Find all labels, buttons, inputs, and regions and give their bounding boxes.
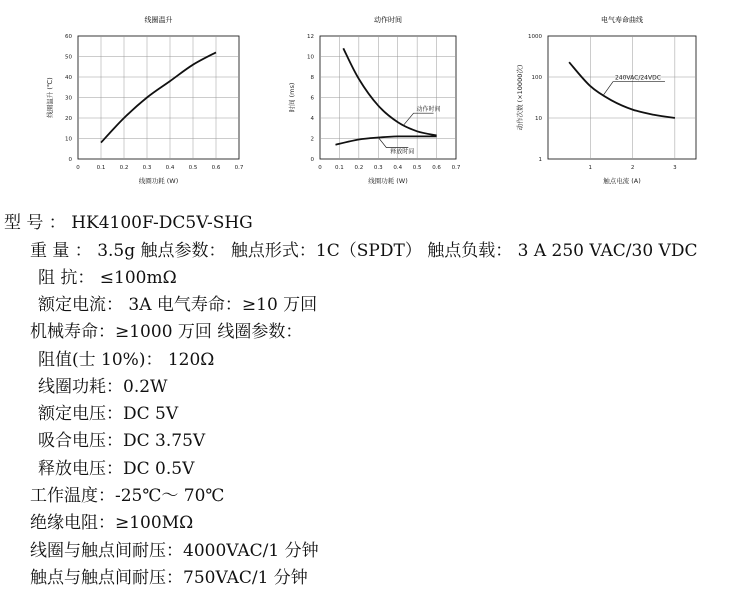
chart3-series-1-leader <box>603 82 665 96</box>
chart2-xtick-6: 0.6 <box>432 165 441 171</box>
chart1-ytick-1: 10 <box>65 136 72 143</box>
chart1-ytick-2: 20 <box>65 116 72 122</box>
spec-rated-current: 额定电流： 3A 电气寿命：≥10 万回 <box>38 295 318 315</box>
chart2-series-1-line <box>343 48 436 135</box>
chart2-xlabel: 线圈功耗 (W) <box>368 177 408 185</box>
chart1-ytick-4: 40 <box>65 75 72 81</box>
chart2-series-1-label: 动作时间 <box>416 106 441 114</box>
chart1-title: 线圈温升 <box>144 16 173 24</box>
chart1-xtick-6: 0.6 <box>211 165 221 171</box>
chart2-ytick-0: 0 <box>310 157 314 163</box>
chart2-xtick-2: 0.2 <box>354 165 364 171</box>
chart1-xtick-7: 0.7 <box>234 165 244 171</box>
chart2-xtick-3: 0.3 <box>373 165 383 171</box>
chart1-ytick-5: 50 <box>65 54 72 61</box>
chart3-frame <box>548 36 696 159</box>
chart1-ylabel: 线圈温升 (℃) <box>46 77 54 118</box>
chart2-xtick-4: 0.4 <box>393 165 403 171</box>
chart1-xtick-1: 0.1 <box>96 165 106 171</box>
chart3-ytick-2: 100 <box>531 75 542 81</box>
chart1-xlabel: 线圈功耗 (W) <box>138 177 179 185</box>
chart2-xtick-5: 0.5 <box>412 165 422 171</box>
chart3-xtick-1: 2 <box>630 165 635 171</box>
spec-weight-contact: 重 量 ： 3.5g 触点参数： 触点形式：1C（SPDT） 触点负载： 3 A 250 VAC/30 VDC <box>30 241 698 261</box>
chart1-xtick-3: 0.3 <box>142 165 152 171</box>
chart2-series-2-label: 释放时间 <box>390 148 415 156</box>
spec-model: 型 号 ： HK4100F-DC5V-SHG <box>4 213 253 233</box>
chart2-ytick-5: 10 <box>307 54 314 61</box>
chart2-series-2-line <box>336 136 437 144</box>
chart1-xtick-5: 0.5 <box>188 165 198 171</box>
charts-area <box>0 0 750 200</box>
chart3-series-1-label: 240VAC/24VDC <box>614 74 661 82</box>
spec-coil-resistance: 阻值(士 10%)： 120Ω <box>38 350 215 370</box>
spec-rated-voltage: 额定电压：DC 5V <box>38 404 179 424</box>
chart3-series-1-line <box>569 62 675 118</box>
chart2-series-1-leader <box>404 113 434 125</box>
chart3-title: 电气寿命曲线 <box>601 16 643 24</box>
spec-operating-temp: 工作温度：-25℃～ 70℃ <box>30 486 225 506</box>
chart3-ytick-0: 1 <box>538 157 542 163</box>
spec-insulation: 绝缘电阻：≥100MΩ <box>30 513 194 533</box>
chart3-xlabel: 触点电流 (A) <box>603 177 641 185</box>
spec-pickup-voltage: 吸合电压：DC 3.75V <box>38 431 206 451</box>
chart2-series-2-leader <box>378 137 408 147</box>
chart2-title: 动作时间 <box>374 16 402 24</box>
chart2-xtick-1: 0.1 <box>335 165 344 171</box>
chart2-ytick-1: 2 <box>310 136 314 143</box>
chart2-ytick-4: 8 <box>310 75 314 81</box>
spec-coil-power: 线圈功耗：0.2W <box>38 377 168 397</box>
chart2-ytick-2: 4 <box>310 116 314 122</box>
spec-release-voltage: 释放电压：DC 0.5V <box>38 459 195 479</box>
charts-svg <box>0 0 750 200</box>
chart1-xtick-2: 0.2 <box>119 165 129 171</box>
chart1-ytick-3: 30 <box>65 95 72 102</box>
chart1-ytick-0: 0 <box>68 157 72 163</box>
chart2-ylabel: 时间 (ms) <box>288 82 296 113</box>
chart3-xtick-0: 1 <box>588 165 593 171</box>
chart3-xtick-2: 3 <box>673 165 677 171</box>
spec-coil-contact-dielectric: 线圈与触点间耐压：4000VAC/1 分钟 <box>30 541 319 561</box>
chart1-xtick-4: 0.4 <box>165 165 175 171</box>
chart3-ylabel: 动作次数 (×10000次) <box>516 64 524 131</box>
chart2-xtick-0: 0 <box>318 165 322 171</box>
chart3-ytick-1: 10 <box>535 116 542 122</box>
chart2-ytick-6: 12 <box>307 34 314 40</box>
spec-mechanical-life: 机械寿命：≥1000 万回 线圈参数： <box>30 322 303 342</box>
chart2-xtick-7: 0.7 <box>451 165 461 171</box>
spec-contact-contact-dielectric: 触点与触点间耐压：750VAC/1 分钟 <box>30 568 308 588</box>
spec-resistance: 阻 抗： ≤100mΩ <box>38 268 177 288</box>
chart1-xtick-0: 0 <box>76 165 80 171</box>
chart2-ytick-3: 6 <box>310 95 314 102</box>
chart1-ytick-6: 60 <box>65 34 72 40</box>
chart3-ytick-3: 1000 <box>528 34 542 40</box>
